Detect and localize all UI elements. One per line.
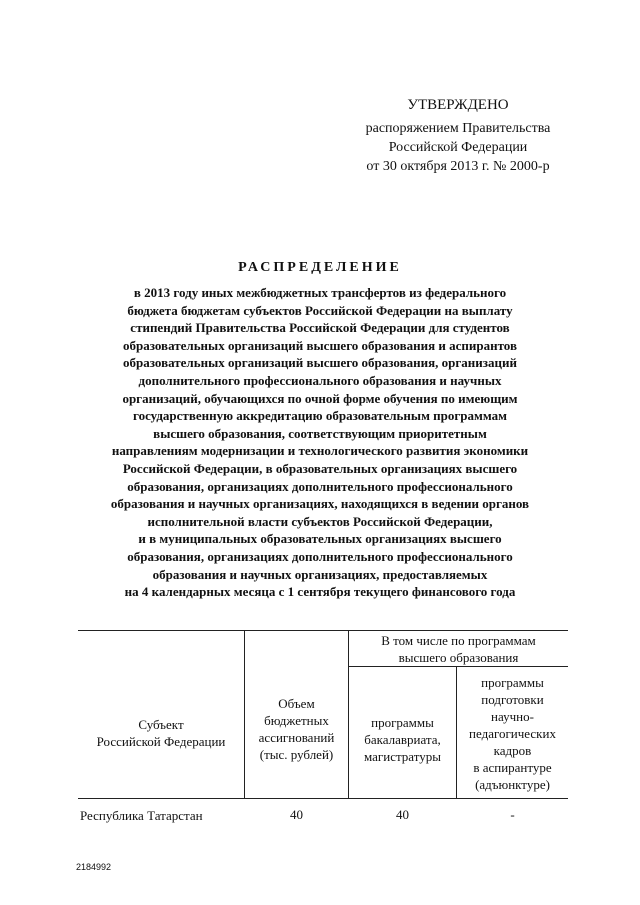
subtitle-line: образования и научных организациях, находящихся в ведении органов	[110, 496, 530, 512]
subtitle-line: на 4 календарных месяца с 1 сентября текущего финансового года	[124, 584, 516, 600]
header-bachelor: программы бакалавриата, магистратуры	[364, 714, 441, 764]
document-number: 2184992	[76, 862, 112, 872]
header-group: В том числе по программам высшего образования	[381, 632, 536, 665]
subtitle-line: в 2013 году иных межбюджетных трансфертов из федерального	[133, 285, 507, 300]
subtitle-line: дополнительного профессионального образования и научных	[138, 372, 502, 388]
subtitle-line: и в муниципальных образовательных организациях высшего	[138, 531, 502, 547]
subtitle-line: образовательных организаций высшего образования, организаций	[123, 355, 517, 371]
approval-block	[330, 96, 586, 176]
subtitle-line: образования, организациях дополнительного профессионального	[127, 548, 513, 564]
approval-line-1: распоряжением Правительства	[365, 121, 551, 136]
subtitle-line: стипендий Правительства Российской Федерации для студентов	[130, 320, 510, 336]
subtitle-line: Российской Федерации, в образовательных организациях высшего	[122, 460, 518, 476]
subtitle-line: исполнительной власти субъектов Российской Федерации,	[147, 513, 493, 529]
document-heading: РАСПРЕДЕЛЕНИЕ	[238, 260, 402, 275]
subtitle-line: государственную аккредитацию образовательным программам	[133, 408, 507, 424]
subtitle-line: образования и научных организациях, предоставляемых	[152, 566, 488, 582]
row-subject: Республика Татарстан	[80, 808, 203, 823]
approval-line-2: Российской Федерации	[388, 140, 528, 155]
subtitle-line: высшего образования, соответствующим приоритетным	[153, 425, 487, 441]
row-postgrad: -	[510, 807, 515, 822]
document-subtitle	[70, 284, 570, 601]
table-group-divider	[348, 666, 568, 667]
subtitle-line: образования, организациях дополнительного профессионального	[127, 478, 513, 494]
subtitle-line: организаций, обучающихся по очной форме обучения по имеющим	[122, 390, 518, 406]
approval-line-3: от 30 октября 2013 г. № 2000-р	[366, 159, 550, 174]
subtitle-line: образовательных организаций высшего образования и аспирантов	[123, 337, 517, 353]
table-header-bottom-border	[78, 798, 568, 799]
header-subject: Субъект Российской Федерации	[96, 717, 226, 749]
row-bachelor: 40	[396, 807, 409, 822]
allocation-table	[78, 630, 568, 820]
subtitle-line: направлениям модернизации и технологического развития экономики	[111, 443, 529, 459]
row-volume: 40	[290, 807, 303, 822]
approval-title: УТВЕРЖДЕНО	[407, 97, 509, 113]
header-postgrad: программы подготовки научно- педагогических кадров в аспирантуре (адъюнктуре)	[469, 674, 556, 792]
header-volume: Объем бюджетных ассигнований (тыс. рублей)	[258, 696, 335, 762]
subtitle-line: бюджета бюджетам субъектов Российской Федерации на выплату	[127, 302, 513, 318]
